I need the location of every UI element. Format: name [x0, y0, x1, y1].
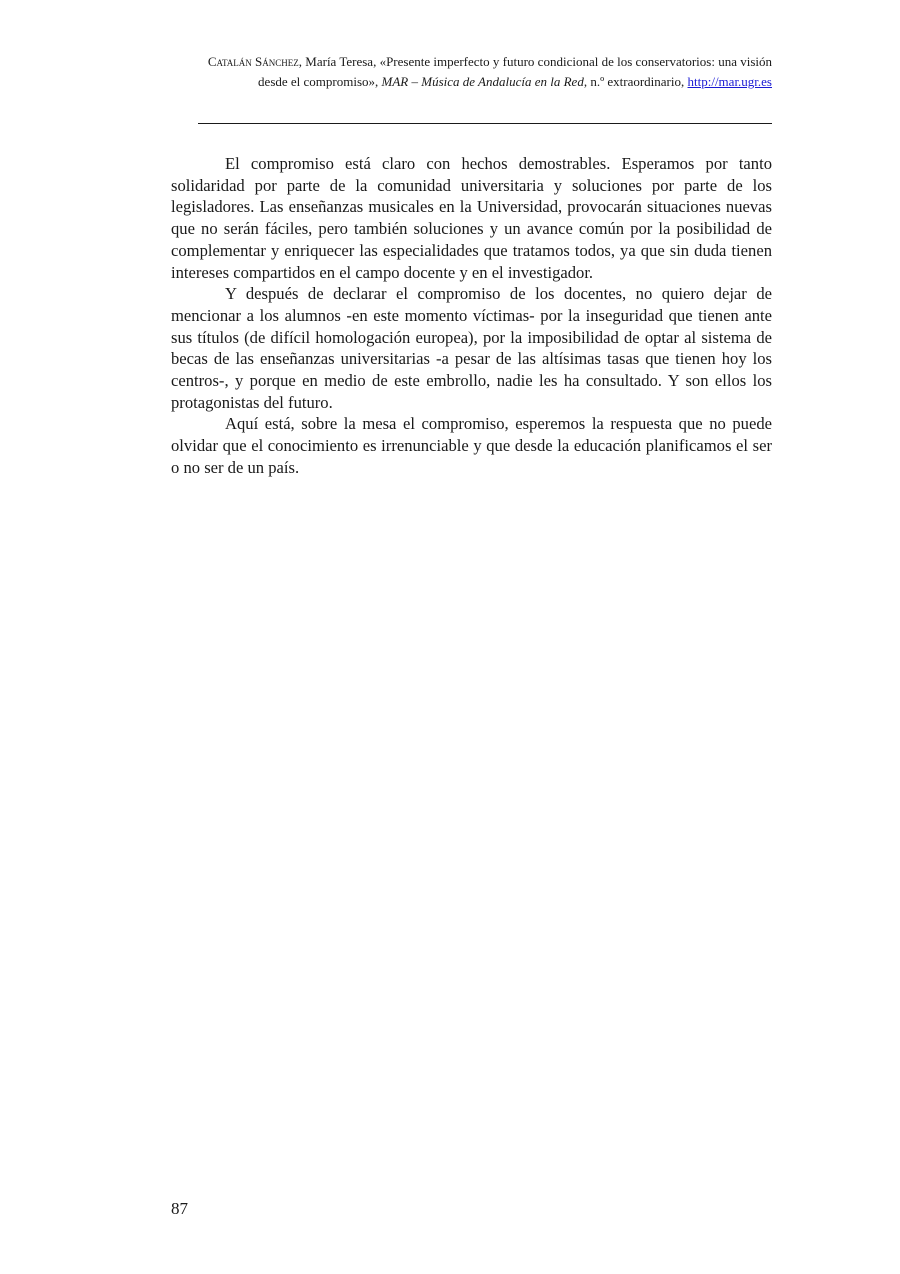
running-header: [200, 52, 772, 92]
paragraph-1: El compromiso está claro con hechos demostrables. Esperamos por tanto solidaridad por parte de la comunidad universitaria y soluciones por parte de los legisladores. Las enseñanzas musicales en la Universidad, provocarán situaciones nuevas que no serán fáciles, pero también soluciones y un avance común por la posibilidad de complementar y enriquecer las especialidades que tratamos todos, ya que sin duda tienen intereses compartidos en el campo docente y en el investigador.: [171, 154, 772, 282]
header-author-surname: Catalán Sánchez: [207, 54, 299, 69]
header-journal-title: MAR – Música de Andalucía en la Red: [381, 74, 584, 89]
article-body: [171, 153, 772, 479]
header-citation: , María Teresa, «Presente imperfecto y futuro condicional de los conservatorios: una visión desde el compromiso»,: [258, 54, 772, 89]
header-divider: [198, 123, 772, 124]
header-issue: , n.º extraordinario,: [583, 74, 688, 89]
page-number: 87: [171, 1199, 188, 1218]
paragraph-2: Y después de declarar el compromiso de los docentes, no quiero dejar de mencionar a los alumnos -en este momento víctimas- por la inseguridad que tienen ante sus títulos (de difícil homologación europea), por la imposibilidad de optar al sistema de becas de las enseñanzas universitarias -a pesar de las altísimas tasas que tienen hoy los centros-, y porque en medio de este embrollo, nadie les ha consultado. Y son ellos los protagonistas del futuro.: [171, 284, 772, 412]
paragraph-3: Aquí está, sobre la mesa el compromiso, esperemos la respuesta que no puede olvidar que el conocimiento es irrenunciable y que desde la educación planificamos el ser o no ser de un país.: [171, 414, 772, 477]
header-url-link[interactable]: http://mar.ugr.es: [687, 74, 772, 89]
